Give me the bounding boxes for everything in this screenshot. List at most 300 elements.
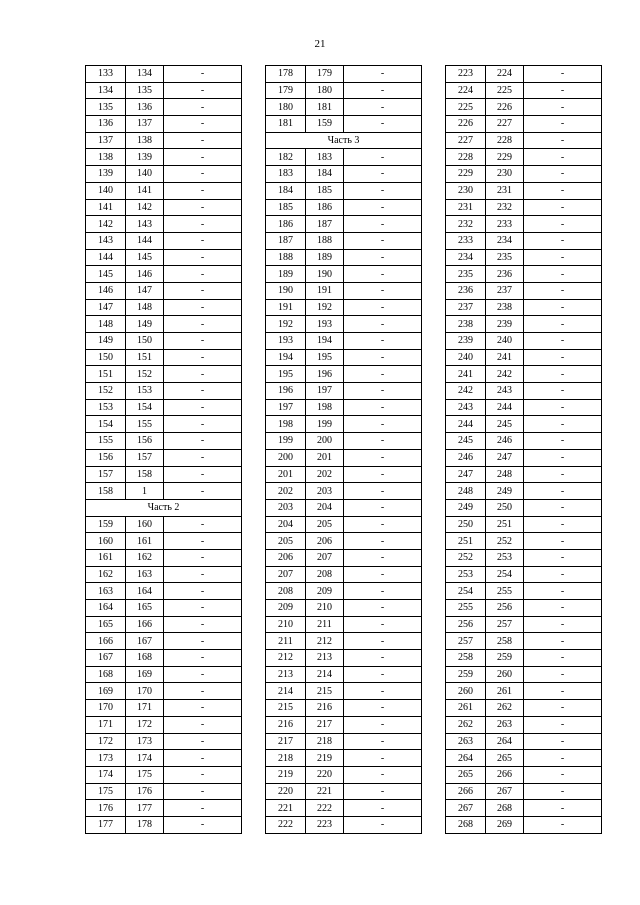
value-cell: - — [344, 516, 422, 533]
second-number-cell: 243 — [486, 383, 524, 400]
first-number-cell: 171 — [86, 716, 126, 733]
table-row — [446, 433, 602, 450]
first-number-cell: 185 — [266, 199, 306, 216]
first-number-cell: 247 — [446, 466, 486, 483]
table-row — [266, 433, 422, 450]
first-number-cell: 155 — [86, 433, 126, 450]
first-number-cell: 145 — [86, 266, 126, 283]
second-number-cell: 139 — [126, 149, 164, 166]
table-row — [86, 383, 242, 400]
first-number-cell: 225 — [446, 99, 486, 116]
table-row — [266, 750, 422, 767]
second-number-cell: 169 — [126, 666, 164, 683]
second-number-cell: 211 — [306, 616, 344, 633]
first-number-cell: 212 — [266, 650, 306, 667]
table-row — [86, 132, 242, 149]
second-number-cell: 150 — [126, 333, 164, 350]
value-cell: - — [164, 600, 242, 617]
second-number-cell: 241 — [486, 349, 524, 366]
table-row — [86, 66, 242, 83]
first-number-cell: 168 — [86, 666, 126, 683]
value-cell: - — [344, 783, 422, 800]
value-cell: - — [164, 716, 242, 733]
value-cell: - — [524, 299, 602, 316]
table-row — [86, 333, 242, 350]
first-number-cell: 198 — [266, 416, 306, 433]
first-number-cell: 229 — [446, 166, 486, 183]
second-number-cell: 221 — [306, 783, 344, 800]
table-column-2 — [265, 65, 422, 834]
table-column-1 — [85, 65, 242, 834]
first-number-cell: 266 — [446, 783, 486, 800]
table-row — [266, 633, 422, 650]
table-row — [446, 82, 602, 99]
second-number-cell: 188 — [306, 232, 344, 249]
first-number-cell: 169 — [86, 683, 126, 700]
table-row — [266, 416, 422, 433]
second-number-cell: 158 — [126, 466, 164, 483]
table-row — [266, 316, 422, 333]
value-cell: - — [344, 466, 422, 483]
value-cell: - — [164, 149, 242, 166]
first-number-cell: 134 — [86, 82, 126, 99]
value-cell: - — [344, 416, 422, 433]
second-number-cell: 239 — [486, 316, 524, 333]
value-cell: - — [164, 516, 242, 533]
second-number-cell: 264 — [486, 733, 524, 750]
value-cell: - — [344, 299, 422, 316]
table-row — [266, 182, 422, 199]
second-number-cell: 159 — [306, 116, 344, 133]
table-row — [446, 616, 602, 633]
second-number-cell: 216 — [306, 700, 344, 717]
value-cell: - — [524, 99, 602, 116]
second-number-cell: 255 — [486, 583, 524, 600]
value-cell: - — [524, 232, 602, 249]
second-number-cell: 248 — [486, 466, 524, 483]
second-number-cell: 180 — [306, 82, 344, 99]
table-row — [86, 616, 242, 633]
second-number-cell: 198 — [306, 399, 344, 416]
first-number-cell: 186 — [266, 216, 306, 233]
first-number-cell: 255 — [446, 600, 486, 617]
table-row — [446, 149, 602, 166]
second-number-cell: 227 — [486, 116, 524, 133]
value-cell: - — [524, 282, 602, 299]
value-cell: - — [344, 316, 422, 333]
table-row — [86, 182, 242, 199]
second-number-cell: 177 — [126, 800, 164, 817]
table-row — [446, 99, 602, 116]
table-row — [266, 349, 422, 366]
second-number-cell: 254 — [486, 566, 524, 583]
value-cell: - — [344, 750, 422, 767]
first-number-cell: 231 — [446, 199, 486, 216]
table-row — [446, 716, 602, 733]
first-number-cell: 142 — [86, 216, 126, 233]
second-number-cell: 230 — [486, 166, 524, 183]
value-cell: - — [344, 766, 422, 783]
first-number-cell: 267 — [446, 800, 486, 817]
first-number-cell: 137 — [86, 132, 126, 149]
first-number-cell: 177 — [86, 816, 126, 833]
table-row — [266, 66, 422, 83]
value-cell: - — [524, 716, 602, 733]
table-row — [86, 349, 242, 366]
value-cell: - — [164, 750, 242, 767]
second-number-cell: 205 — [306, 516, 344, 533]
first-number-cell: 206 — [266, 549, 306, 566]
table-row — [266, 282, 422, 299]
value-cell: - — [344, 366, 422, 383]
table-row — [446, 583, 602, 600]
value-cell: - — [524, 783, 602, 800]
first-number-cell: 174 — [86, 766, 126, 783]
first-number-cell: 205 — [266, 533, 306, 550]
value-cell: - — [344, 449, 422, 466]
second-number-cell: 147 — [126, 282, 164, 299]
second-number-cell: 191 — [306, 282, 344, 299]
first-number-cell: 263 — [446, 733, 486, 750]
first-number-cell: 249 — [446, 499, 486, 516]
second-number-cell: 164 — [126, 583, 164, 600]
table-row — [86, 766, 242, 783]
table-row — [446, 516, 602, 533]
second-number-cell: 219 — [306, 750, 344, 767]
second-number-cell: 202 — [306, 466, 344, 483]
first-number-cell: 183 — [266, 166, 306, 183]
second-number-cell: 170 — [126, 683, 164, 700]
table-row — [446, 366, 602, 383]
first-number-cell: 242 — [446, 383, 486, 400]
table-row — [266, 700, 422, 717]
value-cell: - — [344, 683, 422, 700]
table-row — [86, 750, 242, 767]
second-number-cell: 220 — [306, 766, 344, 783]
value-cell: - — [524, 249, 602, 266]
second-number-cell: 155 — [126, 416, 164, 433]
table-row — [266, 166, 422, 183]
table-row — [266, 800, 422, 817]
value-cell: - — [164, 99, 242, 116]
first-number-cell: 166 — [86, 633, 126, 650]
first-number-cell: 224 — [446, 82, 486, 99]
value-cell: - — [524, 566, 602, 583]
first-number-cell: 135 — [86, 99, 126, 116]
table-row — [446, 349, 602, 366]
second-number-cell: 223 — [306, 816, 344, 833]
first-number-cell: 253 — [446, 566, 486, 583]
value-cell: - — [344, 232, 422, 249]
first-number-cell: 228 — [446, 149, 486, 166]
value-cell: - — [524, 116, 602, 133]
second-number-cell: 262 — [486, 700, 524, 717]
table-row — [446, 533, 602, 550]
first-number-cell: 250 — [446, 516, 486, 533]
second-number-cell: 235 — [486, 249, 524, 266]
second-number-cell: 148 — [126, 299, 164, 316]
second-number-cell: 174 — [126, 750, 164, 767]
first-number-cell: 197 — [266, 399, 306, 416]
value-cell: - — [344, 216, 422, 233]
section-header-row — [86, 499, 242, 516]
value-cell: - — [164, 683, 242, 700]
second-number-cell: 204 — [306, 499, 344, 516]
value-cell: - — [344, 650, 422, 667]
second-number-cell: 213 — [306, 650, 344, 667]
first-number-cell: 208 — [266, 583, 306, 600]
second-number-cell: 201 — [306, 449, 344, 466]
first-number-cell: 257 — [446, 633, 486, 650]
value-cell: - — [164, 433, 242, 450]
first-number-cell: 214 — [266, 683, 306, 700]
value-cell: - — [524, 466, 602, 483]
value-cell: - — [344, 566, 422, 583]
value-cell: - — [524, 800, 602, 817]
table-row — [266, 583, 422, 600]
second-number-cell: 242 — [486, 366, 524, 383]
table-body — [446, 66, 602, 834]
value-cell: - — [524, 166, 602, 183]
table-row — [446, 800, 602, 817]
second-number-cell: 194 — [306, 333, 344, 350]
second-number-cell: 179 — [306, 66, 344, 83]
second-number-cell: 268 — [486, 800, 524, 817]
first-number-cell: 193 — [266, 333, 306, 350]
value-cell: - — [164, 449, 242, 466]
value-cell: - — [164, 166, 242, 183]
first-number-cell: 178 — [266, 66, 306, 83]
table-row — [446, 216, 602, 233]
first-number-cell: 165 — [86, 616, 126, 633]
first-number-cell: 218 — [266, 750, 306, 767]
second-number-cell: 222 — [306, 800, 344, 817]
table-row — [266, 249, 422, 266]
table-row — [266, 399, 422, 416]
second-number-cell: 240 — [486, 333, 524, 350]
table-row — [86, 600, 242, 617]
first-number-cell: 245 — [446, 433, 486, 450]
value-cell: - — [344, 166, 422, 183]
second-number-cell: 152 — [126, 366, 164, 383]
second-number-cell: 162 — [126, 549, 164, 566]
value-cell: - — [524, 499, 602, 516]
value-cell: - — [344, 82, 422, 99]
table-row — [86, 700, 242, 717]
value-cell: - — [344, 99, 422, 116]
value-cell: - — [524, 583, 602, 600]
table-row — [86, 99, 242, 116]
table-row — [446, 282, 602, 299]
first-number-cell: 238 — [446, 316, 486, 333]
table-row — [86, 316, 242, 333]
value-cell: - — [344, 266, 422, 283]
table-row — [446, 416, 602, 433]
table-row — [86, 733, 242, 750]
value-cell: - — [344, 716, 422, 733]
value-cell: - — [524, 333, 602, 350]
second-number-cell: 157 — [126, 449, 164, 466]
value-cell: - — [164, 549, 242, 566]
first-number-cell: 230 — [446, 182, 486, 199]
value-cell: - — [524, 82, 602, 99]
value-cell: - — [524, 316, 602, 333]
first-number-cell: 262 — [446, 716, 486, 733]
second-number-cell: 265 — [486, 750, 524, 767]
value-cell: - — [164, 616, 242, 633]
first-number-cell: 259 — [446, 666, 486, 683]
first-number-cell: 188 — [266, 249, 306, 266]
first-number-cell: 172 — [86, 733, 126, 750]
table-row — [266, 666, 422, 683]
first-number-cell: 201 — [266, 466, 306, 483]
table-row — [446, 549, 602, 566]
second-number-cell: 253 — [486, 549, 524, 566]
second-number-cell: 192 — [306, 299, 344, 316]
table-row — [266, 232, 422, 249]
second-number-cell: 146 — [126, 266, 164, 283]
table-row — [86, 116, 242, 133]
second-number-cell: 206 — [306, 533, 344, 550]
section-header: Часть 2 — [86, 499, 242, 516]
value-cell: - — [344, 182, 422, 199]
value-cell: - — [344, 499, 422, 516]
first-number-cell: 200 — [266, 449, 306, 466]
table-row — [86, 416, 242, 433]
table-row — [86, 566, 242, 583]
first-number-cell: 143 — [86, 232, 126, 249]
second-number-cell: 200 — [306, 433, 344, 450]
value-cell: - — [164, 666, 242, 683]
second-number-cell: 151 — [126, 349, 164, 366]
value-cell: - — [344, 800, 422, 817]
second-number-cell: 267 — [486, 783, 524, 800]
table-row — [266, 549, 422, 566]
value-cell: - — [164, 216, 242, 233]
first-number-cell: 265 — [446, 766, 486, 783]
value-cell: - — [344, 533, 422, 550]
value-cell: - — [164, 583, 242, 600]
second-number-cell: 217 — [306, 716, 344, 733]
value-cell: - — [164, 232, 242, 249]
value-cell: - — [344, 66, 422, 83]
table-row — [446, 199, 602, 216]
first-number-cell: 192 — [266, 316, 306, 333]
second-number-cell: 237 — [486, 282, 524, 299]
second-number-cell: 238 — [486, 299, 524, 316]
first-number-cell: 252 — [446, 549, 486, 566]
section-header-row — [266, 132, 422, 149]
table-row — [86, 366, 242, 383]
first-number-cell: 240 — [446, 349, 486, 366]
first-number-cell: 235 — [446, 266, 486, 283]
table-row — [266, 116, 422, 133]
first-number-cell: 258 — [446, 650, 486, 667]
table-row — [86, 149, 242, 166]
value-cell: - — [344, 383, 422, 400]
first-number-cell: 207 — [266, 566, 306, 583]
value-cell: - — [164, 466, 242, 483]
value-cell: - — [524, 149, 602, 166]
second-number-cell: 156 — [126, 433, 164, 450]
value-cell: - — [524, 366, 602, 383]
second-number-cell: 154 — [126, 399, 164, 416]
first-number-cell: 216 — [266, 716, 306, 733]
value-cell: - — [344, 349, 422, 366]
value-cell: - — [524, 349, 602, 366]
second-number-cell: 160 — [126, 516, 164, 533]
table-row — [446, 683, 602, 700]
value-cell: - — [344, 199, 422, 216]
second-number-cell: 208 — [306, 566, 344, 583]
first-number-cell: 194 — [266, 349, 306, 366]
second-number-cell: 249 — [486, 483, 524, 500]
value-cell: - — [164, 199, 242, 216]
value-cell: - — [344, 616, 422, 633]
second-number-cell: 257 — [486, 616, 524, 633]
first-number-cell: 141 — [86, 199, 126, 216]
value-cell: - — [344, 249, 422, 266]
first-number-cell: 264 — [446, 750, 486, 767]
table-row — [266, 516, 422, 533]
value-cell: - — [164, 416, 242, 433]
table-row — [86, 82, 242, 99]
second-number-cell: 269 — [486, 816, 524, 833]
first-number-cell: 196 — [266, 383, 306, 400]
table-row — [266, 616, 422, 633]
second-number-cell: 209 — [306, 583, 344, 600]
value-cell: - — [524, 666, 602, 683]
value-cell: - — [524, 199, 602, 216]
second-number-cell: 187 — [306, 216, 344, 233]
second-number-cell: 168 — [126, 650, 164, 667]
first-number-cell: 190 — [266, 282, 306, 299]
second-number-cell: 153 — [126, 383, 164, 400]
second-number-cell: 244 — [486, 399, 524, 416]
first-number-cell: 184 — [266, 182, 306, 199]
table-row — [446, 449, 602, 466]
first-number-cell: 232 — [446, 216, 486, 233]
value-cell: - — [164, 116, 242, 133]
table-row — [266, 716, 422, 733]
value-cell: - — [164, 800, 242, 817]
value-cell: - — [164, 733, 242, 750]
second-number-cell: 134 — [126, 66, 164, 83]
first-number-cell: 244 — [446, 416, 486, 433]
table-row — [86, 299, 242, 316]
table-row — [446, 483, 602, 500]
table-row — [266, 566, 422, 583]
first-number-cell: 213 — [266, 666, 306, 683]
value-cell: - — [344, 333, 422, 350]
second-number-cell: 140 — [126, 166, 164, 183]
second-number-cell: 165 — [126, 600, 164, 617]
table-row — [446, 783, 602, 800]
second-number-cell: 166 — [126, 616, 164, 633]
first-number-cell: 167 — [86, 650, 126, 667]
value-cell: - — [344, 633, 422, 650]
table-row — [446, 316, 602, 333]
value-cell: - — [344, 666, 422, 683]
value-cell: - — [164, 816, 242, 833]
value-cell: - — [524, 433, 602, 450]
second-number-cell: 185 — [306, 182, 344, 199]
second-number-cell: 145 — [126, 249, 164, 266]
second-number-cell: 247 — [486, 449, 524, 466]
second-number-cell: 212 — [306, 633, 344, 650]
table-row — [446, 399, 602, 416]
section-header: Часть 3 — [266, 132, 422, 149]
